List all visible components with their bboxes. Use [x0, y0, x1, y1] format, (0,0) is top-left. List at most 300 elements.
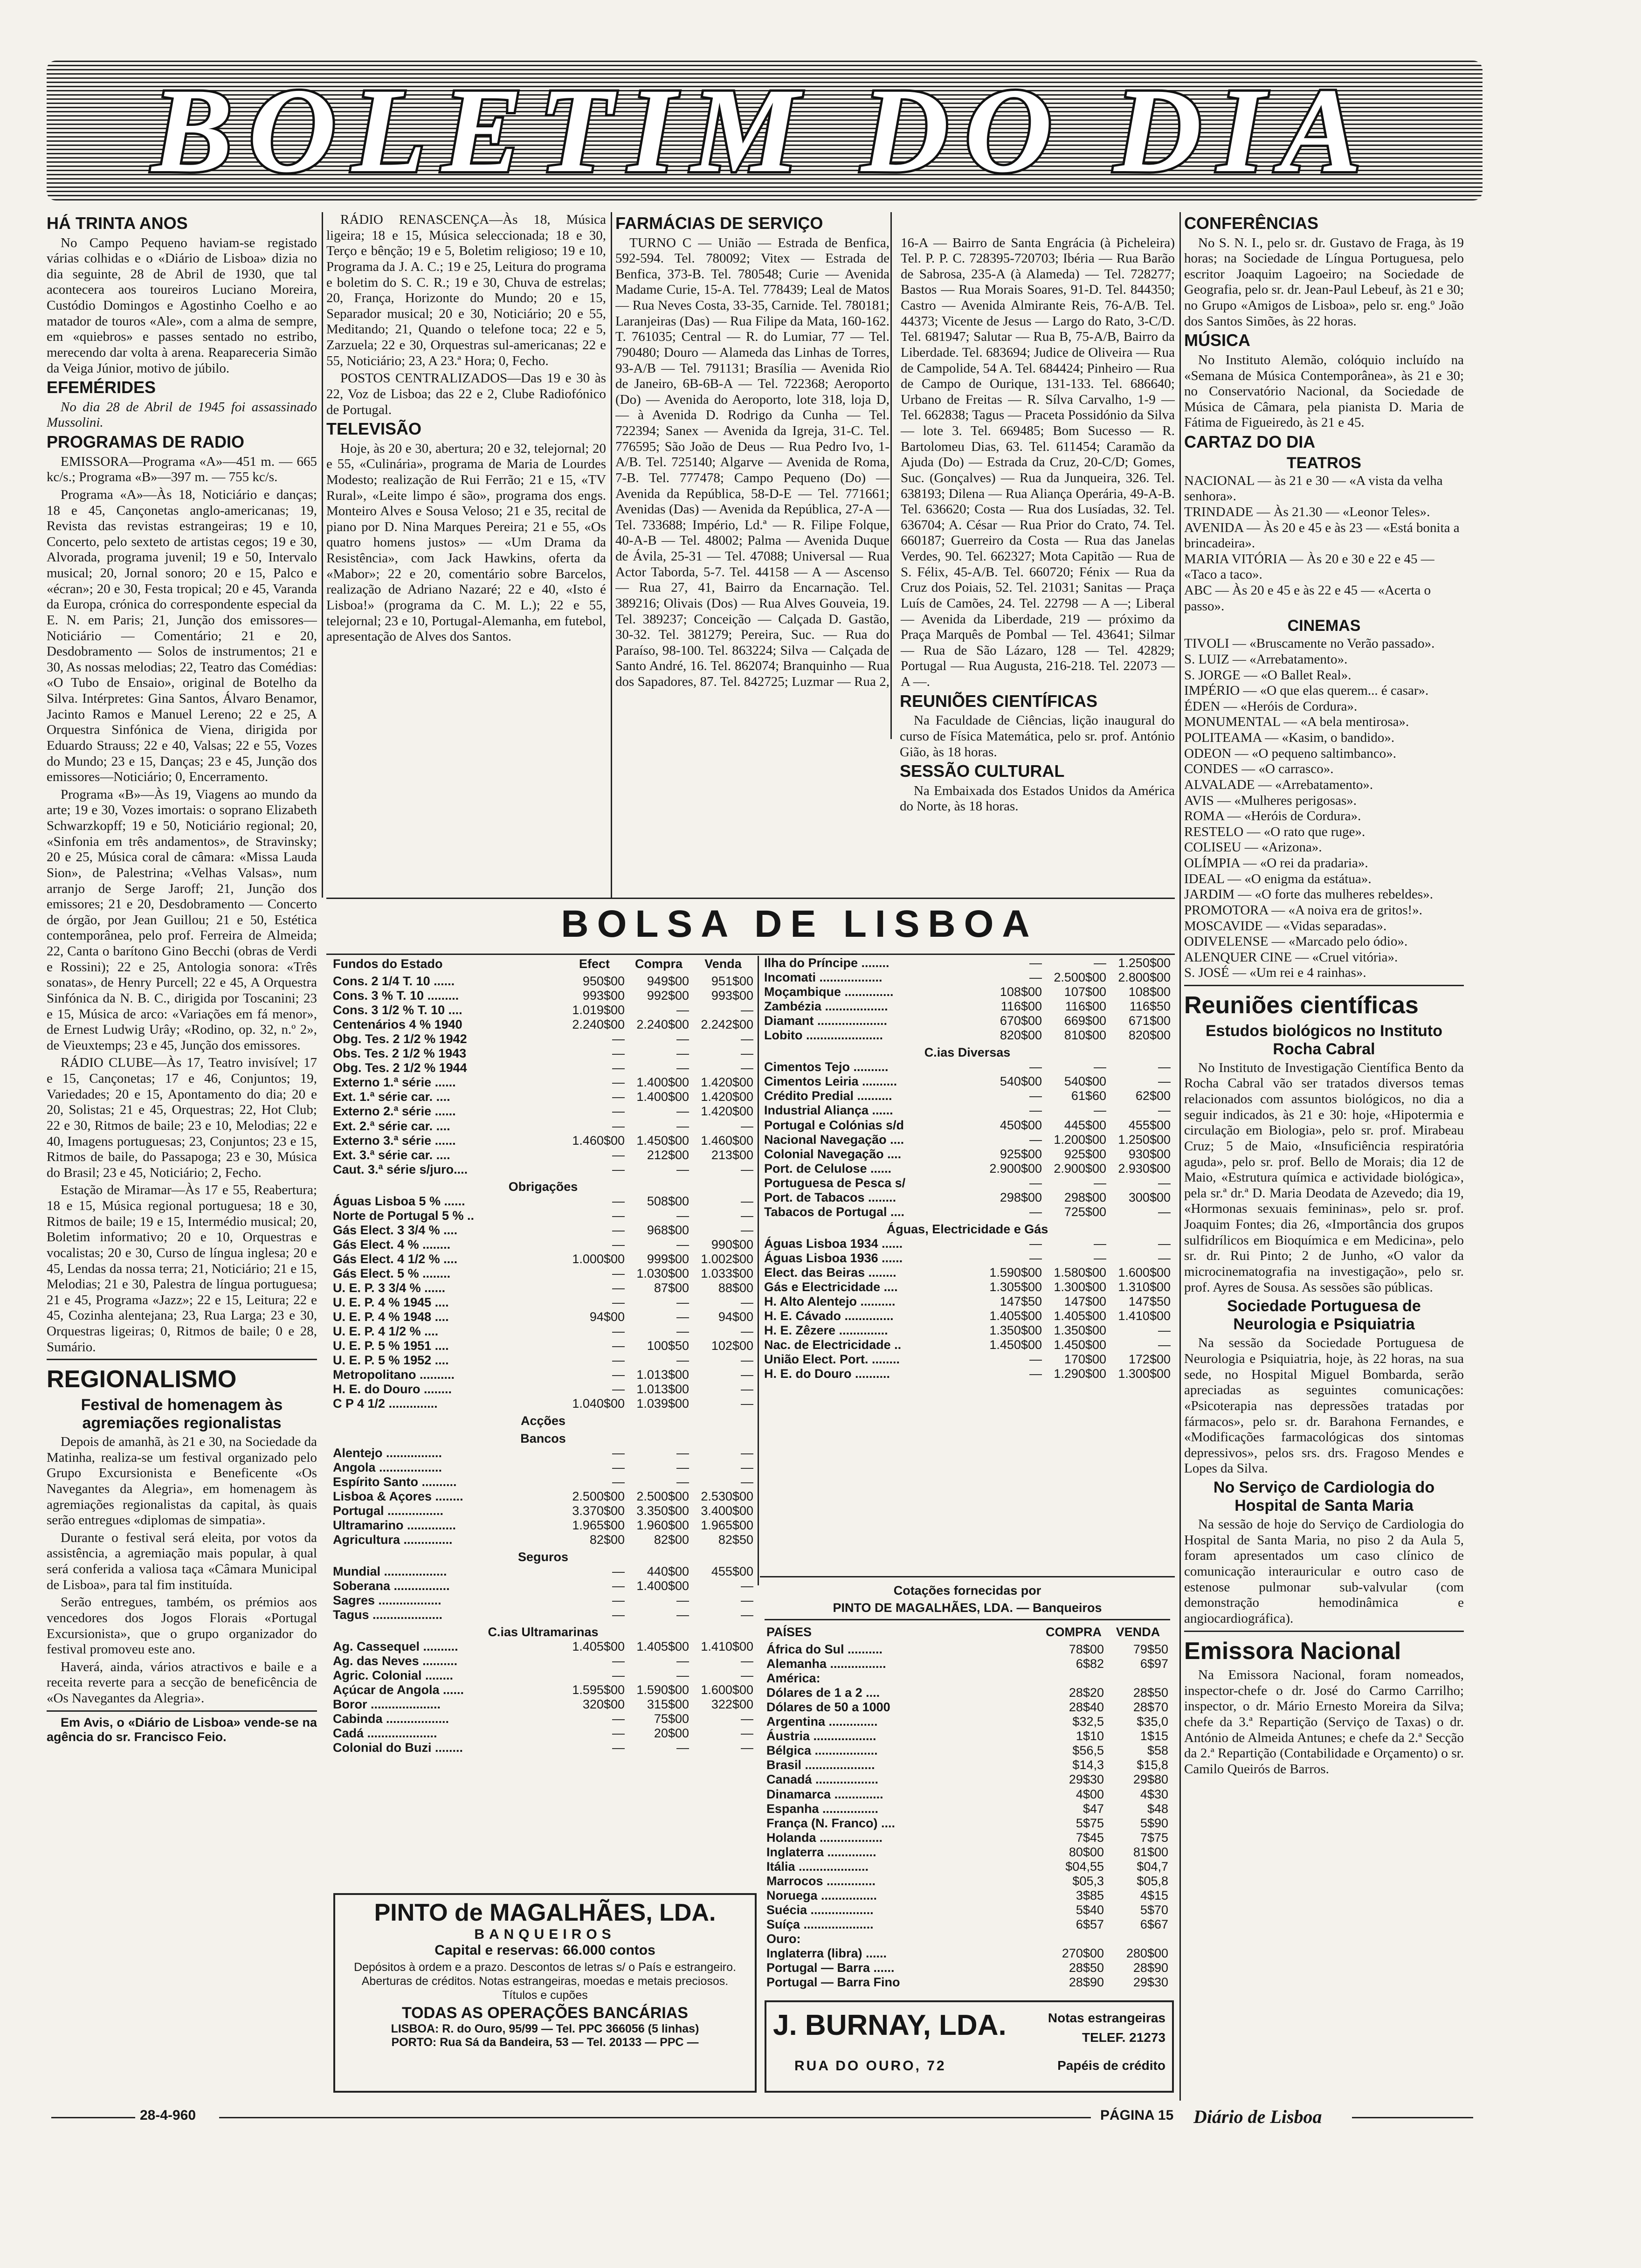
quote-venda: 1.300$00 — [1118, 1367, 1171, 1381]
cinema-listing: ALENQUER CINE — «Cruel vitória». — [1184, 949, 1398, 965]
radio-renascenca: RÁDIO RENASCENÇA—Às 18, Música ligeira; 18 e 15, Música seleccionada; 18 e 30, Terço e bênção; 19 e 5, Boletim religioso; 19 e 10, Programa da J. A. C.; 19 e 25, Leitura do programa e boletim do S. C. R.; 19 e 30, Chuva de estrelas; 20, França, Horizonte do Mundo; 20 e 15, Separador musical; 20 e 30, Noticiário; 20 e 55, Meditando; 21, Quando o telefone toca; 22 e 5, Zarzuela; 22 e 30, Orquestras sul-americanas; 22 e 55, Noticiário; 23, A 23.ª Hora; 0, Fecho. — [326, 212, 606, 368]
quote-compra: 968$00 — [647, 1223, 689, 1237]
quote-name: Portuguesa de Pesca s/ — [764, 1175, 906, 1190]
cambio-country: Ouro: — [766, 1931, 801, 1946]
quote-venda: 1.460$00 — [701, 1133, 753, 1148]
bolsa-table-right — [762, 956, 1172, 1576]
cambio-compra — [1041, 1671, 1106, 1686]
cinema-listing: COLISEU — «Arizona». — [1184, 840, 1322, 855]
quote-row — [331, 1324, 755, 1339]
trinta-anos-text: No Campo Pequeno haviam-se registado várias colhidas e o «Diário de Lisboa» dizia no dia seguinte, 28 de Abril de 1930, que tal acontecera aos toureiros Luciano Moreira, Custódio Domingos e Agostinho Coelho e ao matador de touros «Ale», com a alma de sempre, em «quiebros» e passes sentado no estribo, merecendo dar volta à arena. Reapareceria Simão da Veiga Júnior, motivo de júbilo. — [47, 235, 317, 376]
quote-row — [331, 1668, 755, 1683]
cambio-row — [765, 1975, 1170, 1990]
teatro-listing: NACIONAL — às 21 e 30 — «A vista da velha senhora». — [1184, 473, 1443, 504]
quote-row — [331, 1162, 755, 1177]
quote-efect: — — [612, 1741, 625, 1755]
quote-row — [331, 1194, 755, 1209]
quote-section-row — [331, 1411, 755, 1428]
cambio-venda: 81$00 — [1133, 1845, 1168, 1859]
quote-efect: 1.450$00 — [989, 1338, 1042, 1352]
quote-compra: — — [676, 1119, 689, 1133]
quote-name: Ultramarino .............. — [333, 1518, 456, 1532]
footer-rule-right — [1352, 2117, 1473, 2118]
column-4 — [1184, 212, 1464, 2101]
quote-row — [331, 1223, 755, 1238]
teatro-listing: AVENIDA — Às 20 e 45 e às 23 — «Está bonita a brincadeira». — [1184, 520, 1460, 551]
heading-televisao: TELEVISÃO — [326, 419, 422, 439]
quote-efect: — — [612, 1578, 625, 1593]
quote-compra: 999$00 — [647, 1252, 689, 1266]
quote-compra: 508$00 — [647, 1194, 689, 1208]
ad-burnay-papeis: Papéis de crédito — [1057, 2058, 1165, 2073]
quote-row — [331, 974, 755, 989]
cinemas-list — [1184, 636, 1464, 981]
footer-rule-middle — [219, 2117, 1091, 2118]
quote-efect: 1.000$00 — [572, 1252, 625, 1266]
regionalismo-text-1: Depois de amanhã, às 21 e 30, na Sociedade da Matinha, realiza-se um festival organizado pelo Grupo Excursionista e Beneficente «Os Navegantes da Alegria», em homenagem às agremiações regionalistas da capital, às quais serão entregues «diplomas de simpatia». — [47, 1434, 317, 1528]
quote-compra: — — [676, 1061, 689, 1075]
cambio-venda: 1$15 — [1140, 1729, 1168, 1743]
quote-efect: — — [1029, 970, 1042, 985]
quote-efect: — — [612, 1223, 625, 1237]
quote-name: Lobito ...................... — [764, 1028, 883, 1043]
quote-efect: 1.590$00 — [989, 1265, 1042, 1279]
quote-row — [331, 1090, 755, 1104]
cambio-row — [765, 1729, 1170, 1743]
quote-compra: 298$00 — [1064, 1190, 1106, 1204]
quote-row — [762, 1103, 1172, 1118]
quote-efect: — — [612, 1194, 625, 1208]
quote-row — [331, 1518, 755, 1533]
quote-compra: 87$00 — [654, 1281, 689, 1295]
quote-row — [762, 1237, 1172, 1251]
quote-section-label: Seguros — [517, 1549, 569, 1564]
quote-efect: 108$00 — [1000, 985, 1042, 999]
quote-name: Gás e Electricidade .... — [764, 1280, 898, 1294]
quote-venda: — — [741, 1223, 753, 1237]
quote-efect: — — [1029, 1352, 1042, 1367]
quote-venda: 62$00 — [1135, 1089, 1171, 1103]
quote-efect: — — [612, 1726, 625, 1741]
farmacias-text: TURNO C — União — Estrada de Benfica, 592-594. Tel. 780092; Vitex — Estrada de Benfica, 373-B. Tel. 780548; Curie — Avenida Madame Curie, 15-A. Tel. 778439; Leal de Matos — Rua Neves Costa, 33-35, Carnide. Tel. 780181; Laranjeiras (Das) — Rua Filipe da Mata, 160-162. T. 761035; Central — R. do Lumiar, 77 — Tel. 790480; Douro — Alameda das Linhas de Torres, 93-A/B — Tel. 791131; Brasília — Avenida Rio de Janeiro, 6B-6B-A — Tel. 722368; Aeroporto (Do) — Avenida do Aeroporto, lote 318, loja D, — à Avenida D. Rodrigo da Cunha — Tel. 722394; Sanex — Avenida da Igreja, 31-C. Tel. 776595; São João de Deus — Rua Pedro Ivo, 1-A/B. Tel. 725140; Algarve — Avenida de Roma, 7-B. Tel. 777478; Campo Pequeno (Do) — Avenida da República, 58-D-E — Tel. 771661; Avenidas (Das) — Avenida da República, 27-A — Tel. 733688; Império, Ld.ª — R. Filipe Folque, 40-A-B — Tel. 48002; Palma — Avenida Duque de Ávila, 25-31 — Tel. 47088; Universal — Rua Actor Taborda, 5-7. Tel. 44158 — A — Ascenso — Rua 27, 41, Bairro da Encarnação. Tel. 389216; Olivais (Dos) — Rua Alves Gouveia, 19. Tel. 389237; Conceição — Calçada D. Gastão, 30-32. Tel. 381279; Pereira, Suc. — Rua do Paraíso, 98-100. Tel. 863224; Silva — Calçada de Santo André, 16. Tel. 862074; Branquinho — Rua dos Sapadores, 87. Tel. 842725; Luzmar — Rua 2, 16-A — Bairro de Santa Engrácia (à Picheleira) Tel. P. P. C. 728395-720703; Ibéria — Rua Barão de Sabrosa, 235-A (à Alameda) — Tel. 728277; Bastos — Rua Morais Soares, 91-D. Tel. 844350; Castro — Avenida Almirante Reis, 76-A/B. Tel. 44373; Vicente de Jesus — Largo do Rato, 3-C/D. Tel. 681947; Salutar — Rua B, 75-A/B, Bairro da Liberdade. Tel. 683694; Judice de Oliveira — Rua de Campolide, 54 A. Tel. 684424; Pinheiro — Rua de Campo de Ourique, 131-133. Tel. 686640; Urbano de Freitas — R. Sílva Carvalho, 1-9 — Tel. 662838; Tagus — Praceta Possidónio da Silva — lote 3. Tel. 669485; Bom Sucesso — R. Bartolomeu Dias, 63. Tel. 611454; Caramão da Ajuda (Do) — Estrada da Cruz, 20-C/D; Gomes, Suc. (Gonçalves) — Rua da Junqueira, 326. Tel. 638193; Dilena — Rua Aliança Operária, 49-A-B. Tel. 636620; Costa — Rua dos Lusíadas, 32. Tel. 636704; A. César — Rua Prior do Crato, 74. Tel. 660187; Guerreiro da Costa — Rua das Janelas Verdes, 90. Tel. 662327; Mota Capitão — Rua de S. Félix, 45-A/B. Tel. 660720; Fénix — Rua da Cruz dos Poiais, 52. Tel. 21031; Sanitas — Praça Luís de Camões, 24. Tel. 22798 — A —; Liberal — Avenida da Liberdade, 219 — próximo da Praça Marquês de Pombal — Tel. 43641; Silmar — Rua de São Lázaro, 128 — Tel. 42829; Portugal — Rua Augusta, 216-218. Tel. 22073 — A —. — [615, 235, 1175, 690]
quote-row — [762, 985, 1172, 999]
heading-trinta-anos: HÁ TRINTA ANOS — [47, 214, 188, 233]
teatro-listing: MARIA VITÓRIA — Às 20 e 30 e 22 e 45 — «Taco a taco». — [1184, 551, 1434, 582]
radio-miramar: Estação de Miramar—Às 17 e 55, Reabertura; 18 e 15, Música regional portuguesa; 18 e 30, Ritmos de baile; 19 e 15, Intermédio musical; 20, Boletim informativo; 20 e 10, Orquestras e vocalistas; 20 e 30, Curso de língua inglesa; 20 e 45, Lendas da nossa terra; 21, Noticiário; 21 e 15, Melodias; 21 e 30, Palestra de língua portuguesa; 21 e 45, Programa «Jazz»; 22 e 15, Leitura; 22 e 45, Cozinha alentejana; 23, Rua Larga; 23 e 30, Orquestras ligeiras; 0, Ritmos de baile; 0 e 28, Sumário. — [47, 1182, 317, 1355]
quote-row — [331, 1252, 755, 1266]
footer-paper-name: Diário de Lisboa — [1193, 2106, 1322, 2127]
quote-row — [331, 1368, 755, 1382]
quote-venda: 1.250$00 — [1118, 1132, 1171, 1147]
quote-row — [762, 1190, 1172, 1205]
quote-efect: — — [612, 1608, 625, 1622]
quote-name: Norte de Portugal 5 % .. — [333, 1208, 475, 1223]
radio-clube: RÁDIO CLUBE—Às 17, Teatro invisível; 17 e 15, Cançonetas; 17 e 46, Conjuntos; 19, Variedades; 20 e 15, Apontamento do dia; 20 e 20, Solistas; 21 e 45, Orquestras; 22, Hot Club; 22 e 30, Ritmos de baile; 23 e 10, Melodias; 22 e 40, Imagens portuguesas; 23, Conjuntos; 23 e 15, Ritmos de baile, do Passapoga; 23 e 30, Música do Brasil; 23 e 45, Noticiário; 2, Fecho. — [47, 1055, 317, 1180]
quote-venda: 147$50 — [1128, 1294, 1171, 1309]
cambio-country: Portugal — Barra Fino — [766, 1975, 900, 1990]
cambio-row — [765, 1657, 1170, 1671]
cambios-header-paises: PAÍSES — [766, 1625, 812, 1639]
ad-pinto-lines: Depósitos à ordem e a prazo. Descontos de letras s/ o País e estrangeiro. Aberturas de créditos. Notas estrangeiras, moedas e metais preciosos. Títulos e cupões — [354, 1961, 736, 2002]
quote-venda: — — [1158, 1060, 1171, 1074]
bolsa-title: BOLSA DE LISBOA — [561, 903, 1038, 945]
quote-venda: 455$00 — [711, 1564, 753, 1578]
cambio-country: Dinamarca .............. — [766, 1787, 883, 1801]
quote-compra: — — [1094, 1175, 1106, 1190]
cambio-row — [765, 1671, 1170, 1686]
ad-burnay — [765, 2000, 1174, 2093]
cinema-listing: PROMOTORA — «A noiva era de gritos!». — [1184, 902, 1422, 918]
cambio-country: Brasil .................... — [766, 1758, 875, 1772]
quote-name: Águas Lisboa 5 % ...... — [333, 1194, 465, 1208]
quote-venda: 116$50 — [1129, 999, 1171, 1014]
cambio-venda: 29$30 — [1133, 1975, 1168, 1990]
cambio-compra: 5$40 — [1076, 1902, 1104, 1917]
quote-compra: 810$00 — [1064, 1028, 1106, 1043]
quote-row — [331, 1238, 755, 1252]
regionalismo-subtitle: Festival de homenagem às agremiações regionalistas — [81, 1396, 283, 1432]
quote-venda: — — [741, 1474, 753, 1489]
quote-row — [331, 1683, 755, 1697]
quote-venda: — — [741, 1382, 753, 1397]
cambio-row — [765, 1715, 1170, 1729]
quote-name: Metropolitano .......... — [333, 1368, 455, 1382]
quote-venda: 2.530$00 — [701, 1489, 753, 1503]
quote-compra: — — [676, 1162, 689, 1176]
quote-compra: — — [676, 1353, 689, 1368]
cambio-venda: 28$90 — [1133, 1961, 1168, 1975]
quote-venda: 1.002$00 — [701, 1252, 753, 1266]
cinema-listing: S. JORGE — «O Ballet Real». — [1184, 667, 1351, 683]
cambio-country: Suécia .................. — [766, 1902, 874, 1917]
quote-row — [762, 1323, 1172, 1338]
cambio-venda: 4$15 — [1140, 1888, 1168, 1902]
cambios-header-compra: COMPRA — [1046, 1625, 1102, 1639]
quote-compra: 2.500$00 — [1054, 970, 1106, 985]
footer-date: 28-4-960 — [140, 2108, 196, 2123]
ad-burnay-tel: TELEF. 21273 — [1082, 2030, 1165, 2045]
regionalismo-text-2: Durante o festival será eleita, por votos da assistência, a agremiação mais popular, à qual será conferida a valiosa taça «Câmara Municipal de Lisboa», para tal fim instituída. — [47, 1530, 317, 1592]
quote-venda: — — [741, 1668, 753, 1683]
cambio-venda: 7$75 — [1140, 1830, 1168, 1845]
quote-row — [762, 1352, 1172, 1367]
quote-name: Cons. 3 % T. 10 ......... — [333, 989, 459, 1003]
cambio-row — [765, 1845, 1170, 1860]
cinema-listing: S. LUIZ — «Arrebatamento». — [1184, 651, 1348, 667]
quote-row — [762, 1294, 1172, 1309]
quote-compra: 1.400$00 — [636, 1090, 689, 1104]
quote-row — [762, 1028, 1172, 1043]
quote-name: H. E. do Douro ........ — [333, 1382, 452, 1397]
quote-section-row — [331, 1177, 755, 1194]
quote-venda: 951$00 — [711, 974, 753, 989]
quote-venda: 172$00 — [1128, 1352, 1171, 1367]
quote-name: H. Alto Alentejo .......... — [764, 1294, 896, 1309]
quote-compra: 3.350$00 — [636, 1503, 689, 1518]
quote-name: Mundial .................. — [333, 1564, 447, 1578]
quote-venda: 82$50 — [718, 1532, 753, 1547]
quote-efect: — — [612, 1237, 625, 1252]
quote-efect: — — [612, 1032, 625, 1046]
quote-row — [331, 1266, 755, 1281]
cinema-listing: MONUMENTAL — «A bela mentirosa». — [1184, 714, 1409, 730]
cambio-country: Portugal — Barra ...... — [766, 1961, 895, 1975]
bolsa-table-left — [331, 956, 755, 1819]
quote-row — [331, 1032, 755, 1046]
quote-efect: — — [612, 1119, 625, 1133]
quote-efect: 1.595$00 — [572, 1683, 625, 1697]
quote-row — [331, 1579, 755, 1593]
cambio-country: Itália .................... — [766, 1859, 869, 1874]
quote-venda: 2.242$00 — [701, 1017, 753, 1032]
cambio-country: Dólares de 1 a 2 .... — [766, 1686, 880, 1700]
cambio-venda: 79$50 — [1133, 1642, 1168, 1657]
quote-compra: — — [676, 1324, 689, 1339]
cambio-row — [765, 1932, 1170, 1946]
quote-venda: 990$00 — [711, 1237, 753, 1252]
quote-row — [331, 1148, 755, 1162]
quote-row — [331, 1134, 755, 1148]
quote-efect: 320$00 — [582, 1697, 625, 1712]
rocha-cabral-subtitle: Estudos biológicos no Instituto Rocha Cabral — [1205, 1022, 1443, 1058]
quote-row — [331, 1104, 755, 1119]
quote-compra: 2.240$00 — [636, 1017, 689, 1032]
cambio-venda: 28$50 — [1133, 1686, 1168, 1700]
quote-row — [331, 1397, 755, 1411]
quote-row — [331, 1281, 755, 1295]
quote-compra: 1.450$00 — [1054, 1338, 1106, 1352]
quote-row — [331, 1209, 755, 1223]
quote-compra: 1.450$00 — [636, 1133, 689, 1148]
quote-row — [762, 1060, 1172, 1074]
quote-venda: 1.410$00 — [701, 1639, 753, 1654]
quote-venda: — — [1158, 1103, 1171, 1118]
section-rule — [47, 1359, 317, 1360]
quote-efect: 147$50 — [1000, 1294, 1042, 1309]
quote-venda: — — [1158, 1236, 1171, 1251]
quote-venda: — — [741, 1003, 753, 1017]
cambio-row — [765, 1743, 1170, 1758]
cambio-venda: 280$00 — [1126, 1946, 1168, 1961]
cambio-country: Bélgica .................. — [766, 1743, 878, 1758]
quote-venda: 820$00 — [1128, 1028, 1171, 1043]
quote-efect: — — [612, 1564, 625, 1578]
quote-efect: — — [612, 1368, 625, 1382]
quote-efect: — — [612, 1162, 625, 1176]
quote-efect: — — [1029, 1175, 1042, 1190]
cambio-country: Alemanha ................ — [766, 1657, 886, 1671]
quote-name: Agricultura .............. — [333, 1532, 453, 1547]
quote-efect: — — [1029, 1103, 1042, 1118]
cambio-compra: 7$45 — [1076, 1830, 1104, 1845]
quote-efect: — — [1029, 1089, 1042, 1103]
quote-venda: — — [741, 1208, 753, 1223]
cambio-country: Inglaterra .............. — [766, 1845, 876, 1859]
heading-efemerides: EFEMÉRIDES — [47, 378, 156, 397]
quote-row — [762, 1162, 1172, 1176]
quote-compra: — — [676, 1003, 689, 1017]
quote-compra: — — [1094, 1060, 1106, 1074]
quote-venda: 1.033$00 — [701, 1266, 753, 1280]
quote-section-row — [331, 1547, 755, 1564]
quote-section-label: Águas, Electricidade e Gás — [886, 1222, 1048, 1236]
quote-name: Centenários 4 % 1940 — [333, 1017, 462, 1032]
emissora-nacional-text: Na Emissora Nacional, foram nomeados, inspector-chefe o dr. José do Carmo Carrilho; inspector, o dr. Mário Ernesto Moreira da Silva; chefe da 3.ª Repartição (Serviço de Taxas) o dr. António de Almeida Antunes; e chefe da 2.ª Secção da 2.ª Repartição (Contabilidade e Orçamento) o sr. Camilo Queirós de Barros. — [1184, 1667, 1464, 1777]
quote-compra: 1.400$00 — [636, 1075, 689, 1090]
quote-name: Cons. 3 1/2 % T. 10 .... — [333, 1003, 462, 1017]
reunioes-cientificas-text: Na Faculdade de Ciências, lição inaugural do curso de Física Matemática, pelo sr. prof. António Gião, às 18 horas. — [900, 713, 1175, 760]
quote-compra: — — [676, 1741, 689, 1755]
cinema-listing: CONDES — «O carrasco». — [1184, 761, 1334, 777]
quote-compra: 100$50 — [647, 1339, 689, 1353]
quote-venda: — — [741, 1162, 753, 1176]
rocha-cabral-text: No Instituto de Investigação Científica Bento da Rocha Cabral vão ser tratados diversos temas relacionados com assuntos biológicos, no dia a seguir indicados, às 21 e 30: hoje, «Hipotermia e circulação em Biologia», pelo sr. prof. Mirabeau Cruz; 5 de Maio, «Insuficiência respiratória aguda», pelo sr. prof. Bello de Morais; dia 12 de Maio, «Estrutura química e actividade biológica», pela sr.ª dr.ª D. Maria Deodata de Azevedo; dia 19, «Hormonas sexuais femininas», pelo sr. prof. Joaquim Fontes; dia 26, «Importância dos grupos sulfidrílicos em Bioquímica e em Medicina», pelo sr. dr. Rui Pinto; 2 de Junho, «O valor da microcinematografia na investigação», pelo sr. prof. Ayres de Sousa. As sessões são públicas. — [1184, 1060, 1464, 1295]
quote-efect: 670$00 — [1000, 1014, 1042, 1028]
cambio-row — [765, 1802, 1170, 1816]
bolsa-divider — [758, 956, 759, 1585]
quote-name: Gás Elect. 3 3/4 % .... — [333, 1223, 458, 1237]
quote-venda: 930$00 — [1128, 1147, 1171, 1161]
quote-name: Elect. das Beiras ........ — [764, 1265, 896, 1279]
quote-efect: — — [1029, 1236, 1042, 1251]
cambio-compra: 28$20 — [1069, 1686, 1104, 1700]
section-rule — [1184, 1631, 1464, 1632]
bolsa-top-rule — [326, 898, 1175, 899]
heading-musica: MÚSICA — [1184, 331, 1250, 350]
bolsa-header-venda: Venda — [704, 957, 742, 971]
cambio-compra: 6$57 — [1076, 1917, 1104, 1931]
heading-cinemas: CINEMAS — [1287, 617, 1361, 635]
quote-name: H. E. Cávado .............. — [764, 1309, 894, 1323]
quote-name: Gás Elect. 4 1/2 % .... — [333, 1252, 458, 1266]
quote-name: Externo 1.ª série ...... — [333, 1075, 456, 1090]
quote-name: H. E. Zêzere .............. — [764, 1323, 888, 1338]
masthead — [47, 61, 1482, 201]
quote-row — [331, 1382, 755, 1397]
quote-efect: — — [612, 1654, 625, 1668]
cambio-venda: $15,8 — [1137, 1758, 1168, 1772]
cambio-row — [765, 1816, 1170, 1831]
cambio-compra: 3$85 — [1076, 1888, 1104, 1902]
quote-venda: 2.800$00 — [1118, 970, 1171, 985]
quote-venda: 3.400$00 — [701, 1503, 753, 1518]
quote-compra: — — [676, 1445, 689, 1460]
heading-programas-radio: PROGRAMAS DE RADIO — [47, 432, 245, 452]
cambio-country: Áustria .................. — [766, 1729, 876, 1743]
quote-efect: — — [612, 1712, 625, 1726]
quote-compra: — — [1094, 1236, 1106, 1251]
quote-efect: — — [612, 1104, 625, 1119]
cinema-listing: TIVOLI — «Bruscamente no Verão passado». — [1184, 636, 1435, 651]
quote-name: Cadá .................... — [333, 1726, 437, 1741]
column-divider — [1179, 212, 1181, 2101]
televisao-text: Hoje, às 20 e 30, abertura; 20 e 32, telejornal; 20 e 55, «Culinária», programa de Maria de Lourdes Modesto; realização de Rui Ferrão; 21 e 15, «TV Rural», «Leite limpo é são», programa dos engs. Monteiro Alves e Sousa Veloso; 21 e 35, recital de piano por D. Nina Marques Pereira; 21 e 55, «Os quatro homens justos» — «Um Drama da Resistência», com Jack Hawkins, oferta da «Mabor»; 22 e 20, comentário sobre Barcelos, realização de Adriano Nazaré; 22 e 40, «Isto é Lisboa!» (programa da C. M. L.); 22 e 55, telejornal; 23 e 10, Portugal-Alemanha, em futebol, apresentação de Alves dos Santos. — [326, 441, 606, 644]
cambio-compra: 29$30 — [1069, 1772, 1104, 1787]
quote-efect: 950$00 — [582, 974, 625, 989]
cambio-venda: $48 — [1147, 1801, 1168, 1816]
cardiologia-subtitle: No Serviço de Cardiologia do Hospital de Santa Maria — [1213, 1479, 1435, 1515]
cinema-listing: IMPÉRIO — «O que elas querem... é casar». — [1184, 683, 1429, 698]
cambio-row — [765, 1888, 1170, 1903]
quote-row — [331, 1017, 755, 1032]
quote-compra: 1.405$00 — [636, 1639, 689, 1654]
quote-row — [762, 1133, 1172, 1147]
quote-compra: 1.013$00 — [636, 1382, 689, 1397]
quote-row — [762, 1118, 1172, 1133]
cambio-row — [765, 1903, 1170, 1917]
cambio-row — [765, 1874, 1170, 1888]
quote-compra: — — [676, 1046, 689, 1061]
quote-venda: — — [1158, 1204, 1171, 1219]
quote-efect: 2.240$00 — [572, 1017, 625, 1032]
cambio-country: Noruega ................ — [766, 1888, 877, 1902]
neurologia-text: Na sessão da Sociedade Portuguesa de Neurologia e Psiquiatria, hoje, às 22 horas, na sua sede, no Hospital Miguel Bombarda, serão apreciadas as seguintes comunicações: «Psicoterapia nas depressões tratadas por fármacos», pelo sr. dr. Barahona Fernandes, e «Modificações farmacológicas dos sintomas depressivos», pelos srs. drs. Fragoso Mendes e Lopes da Silva. — [1184, 1335, 1464, 1476]
cambio-venda: 28$70 — [1133, 1700, 1168, 1715]
quote-efect: 820$00 — [1000, 1028, 1042, 1043]
quote-row — [331, 1533, 755, 1547]
quote-efect: 1.040$00 — [572, 1397, 625, 1411]
quote-venda: 108$00 — [1128, 985, 1171, 999]
quote-name: U. E. P. 5 % 1951 .... — [333, 1339, 449, 1353]
quote-venda: — — [741, 1353, 753, 1368]
quote-row — [762, 1367, 1172, 1381]
quote-row — [331, 989, 755, 1003]
cinema-listing: IDEAL — «O enigma da estátua». — [1184, 871, 1372, 886]
quote-venda: 1.420$00 — [701, 1104, 753, 1119]
teatros-list — [1184, 473, 1464, 615]
quote-compra: — — [676, 1295, 689, 1310]
quote-venda: — — [741, 1654, 753, 1668]
quote-section-row — [762, 1043, 1172, 1060]
quote-name: Moçambique .............. — [764, 985, 894, 999]
cambio-compra: 80$00 — [1069, 1845, 1104, 1859]
quote-name: Portugal e Colónias s/d — [764, 1118, 904, 1132]
quote-efect: 2.900$00 — [989, 1161, 1042, 1175]
quote-name: Tagus .................... — [333, 1608, 443, 1622]
cambio-compra: $56,5 — [1072, 1743, 1104, 1758]
cambio-venda: $05,8 — [1137, 1874, 1168, 1888]
quote-efect: 94$00 — [589, 1310, 625, 1324]
quote-compra: 1.400$00 — [636, 1578, 689, 1593]
quote-name: U. E. P. 5 % 1952 .... — [333, 1353, 449, 1368]
quote-name: Cabinda .................. — [333, 1712, 449, 1726]
bolsa-title-rule — [326, 954, 1175, 955]
masthead-title: BOLETIM DO DIA — [152, 63, 1378, 198]
quote-row — [762, 999, 1172, 1014]
quote-compra: 147$00 — [1064, 1294, 1106, 1309]
quote-name: U. E. P. 3 3/4 % ...... — [333, 1281, 446, 1295]
quote-row — [331, 1119, 755, 1134]
quote-compra: — — [1094, 956, 1106, 970]
quote-venda: 2.930$00 — [1118, 1161, 1171, 1175]
cambio-row — [765, 1642, 1170, 1657]
heading-reunioes-cientificas: Reuniões científicas — [1184, 992, 1419, 1019]
quote-row — [331, 1295, 755, 1310]
cinema-listing: MOSCAVIDE — «Vidas separadas». — [1184, 918, 1387, 933]
quote-compra: — — [676, 1208, 689, 1223]
cambio-venda: $35,0 — [1137, 1715, 1168, 1729]
quote-venda: — — [741, 1726, 753, 1741]
quote-row — [762, 1309, 1172, 1323]
quote-venda: 671$00 — [1128, 1014, 1171, 1028]
cinema-listing: ALVALADE — «Arrebatamento». — [1184, 777, 1373, 792]
cambio-venda: 6$67 — [1140, 1917, 1168, 1931]
quote-row — [331, 1726, 755, 1741]
quote-row — [331, 1460, 755, 1475]
quote-compra: — — [1094, 1103, 1106, 1118]
quote-name: Zambézia .................. — [764, 999, 888, 1014]
quote-efect: 116$00 — [1000, 999, 1042, 1014]
